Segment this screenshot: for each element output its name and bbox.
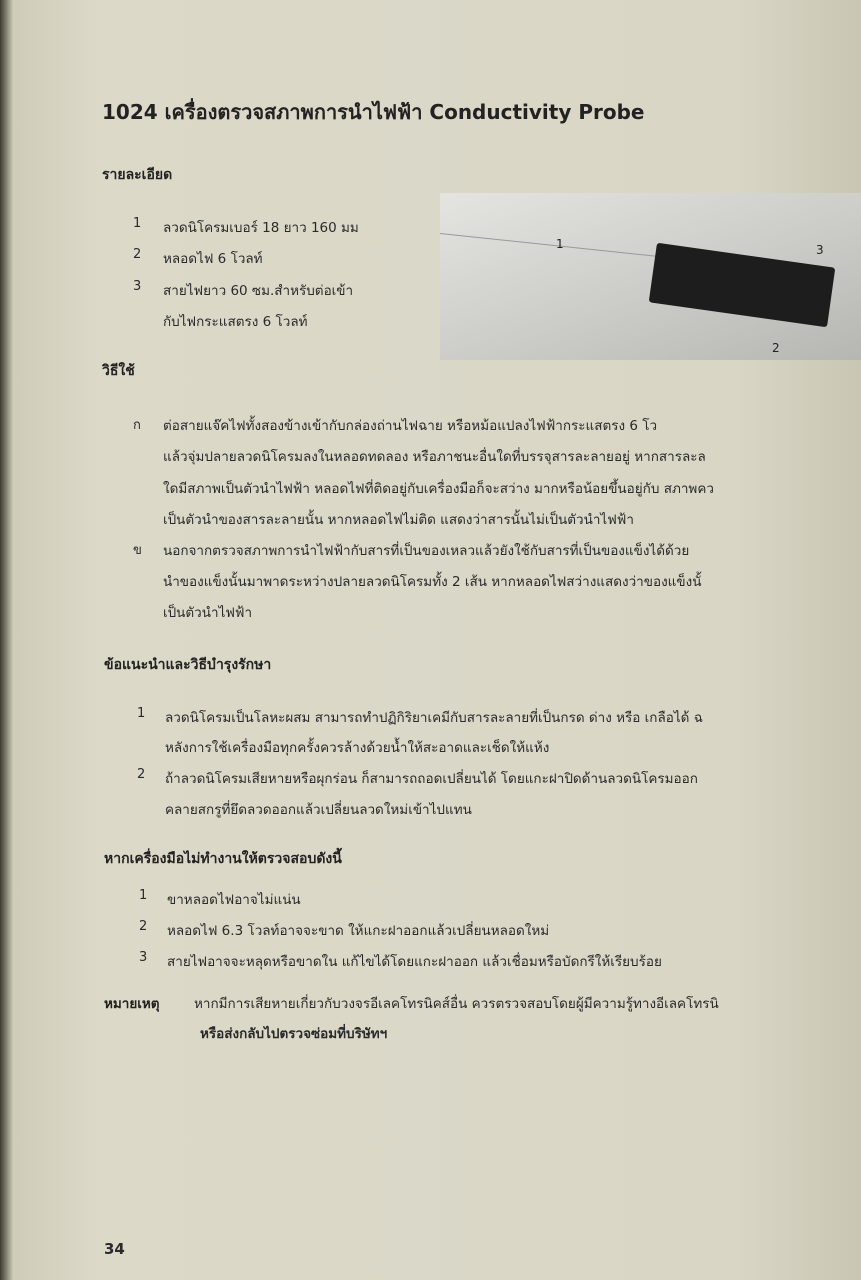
note-text: หากมีการเสียหายเกี่ยวกับวงจรอีเลคโทรนิคส์อื่น ควรตรวจสอบโดยผู้มีความรู้ทางอีเลคโทรนิ xyxy=(194,996,719,1012)
troubleshoot-item-text: หลอดไฟ 6.3 โวลท์อาจจะขาด ให้แกะฝาออกแล้วเปลี่ยนหลอดใหม่ xyxy=(167,923,550,939)
maintenance-item-num: 2 xyxy=(137,767,146,782)
details-item-num: 1 xyxy=(133,216,142,231)
usage-item-text: เป็นตัวนำของสารละลายนั้น หากหลอดไฟไม่ติด แสดงว่าสารนั้นไม่เป็นตัวนำไฟฟ้า xyxy=(163,512,634,528)
photo-label: 3 xyxy=(816,243,824,257)
usage-item-text: นอกจากตรวจสภาพการนำไฟฟ้ากับสารที่เป็นของเหลวแล้วยังใช้กับสารที่เป็นของแข็งได้ด้วย xyxy=(163,543,690,559)
maintenance-item-num: 1 xyxy=(137,706,146,721)
troubleshoot-item-num: 1 xyxy=(139,888,148,903)
usage-item-text: เป็นตัวนำไฟฟ้า xyxy=(163,605,253,621)
details-item-num: 3 xyxy=(133,279,142,294)
usage-item-text: นำของแข็งนั้นมาพาดระหว่างปลายลวดนิโครมทั้ง 2 เส้น หากหลอดไฟสว่างแสดงว่าของแข็งนั้ xyxy=(163,574,702,590)
page-title: 1024 เครื่องตรวจสภาพการนำไฟฟ้า Conductivity Probe xyxy=(102,100,645,124)
troubleshoot-item-text: ขาหลอดไฟอาจไม่แน่น xyxy=(167,892,301,908)
maintenance-item-text: หลังการใช้เครื่องมือทุกครั้งควรล้างด้วยน้ำให้สะอาดและเช็ดให้แห้ง xyxy=(165,740,550,756)
maintenance-item-text: ลวดนิโครมเป็นโลหะผสม สามารถทำปฏิกิริยาเคมีกับสารละลายที่เป็นกรด ด่าง หรือ เกลือได้ ฉ xyxy=(165,710,703,726)
details-item-text: หลอดไฟ 6 โวลท์ xyxy=(163,251,263,267)
usage-item-num: ข xyxy=(133,543,142,558)
maintenance-item-text: ถ้าลวดนิโครมเสียหายหรือผุกร่อน ก็สามารถถอดเปลี่ยนได้ โดยแกะฝาปิดด้านลวดนิโครมออก xyxy=(165,771,698,787)
usage-item-text: ใดมีสภาพเป็นตัวนำไฟฟ้า หลอดไฟที่ติดอยู่กับเครื่องมือก็จะสว่าง มากหรือน้อยขึ้นอยู่กับ สภาพคว xyxy=(163,481,714,497)
details-item-text: ลวดนิโครมเบอร์ 18 ยาว 160 มม xyxy=(163,220,359,236)
details-item-text: สายไฟยาว 60 ซม.สำหรับต่อเข้า xyxy=(163,283,354,299)
troubleshoot-item-num: 3 xyxy=(139,950,148,965)
maintenance-heading: ข้อแนะนำและวิธีบำรุงรักษา xyxy=(104,657,272,673)
note-text: หรือส่งกลับไปตรวจซ่อมที่บริษัทฯ xyxy=(200,1026,388,1042)
document-page xyxy=(14,0,861,1280)
note-label: หมายเหตุ xyxy=(104,996,160,1012)
maintenance-item-text: คลายสกรูที่ยึดลวดออกแล้วเปลี่ยนลวดใหม่เข้าไปแทน xyxy=(165,802,472,818)
book-spine-edge xyxy=(0,0,14,1280)
details-item-num: 2 xyxy=(133,247,142,262)
usage-item-text: ต่อสายแจ๊คไฟทั้งสองข้างเข้ากับกล่องถ่านไฟฉาย หรือหม้อแปลงไฟฟ้ากระแสตรง 6 โว xyxy=(163,418,658,434)
troubleshoot-heading: หากเครื่องมือไม่ทำงานให้ตรวจสอบดังนี้ xyxy=(104,851,342,867)
details-item-text: กับไฟกระแสตรง 6 โวลท์ xyxy=(163,314,308,330)
usage-item-text: แล้วจุ่มปลายลวดนิโครมลงในหลอดทดลอง หรือภาชนะอื่นใดที่บรรจุสารละลายอยู่ หากสารละล xyxy=(163,449,706,465)
troubleshoot-item-num: 2 xyxy=(139,919,148,934)
details-heading: รายละเอียด xyxy=(102,167,173,183)
product-photo xyxy=(440,193,861,360)
usage-item-num: ก xyxy=(133,418,141,433)
usage-heading: วิธีใช้ xyxy=(102,363,135,379)
probe-box xyxy=(649,243,836,327)
photo-label: 1 xyxy=(556,237,564,251)
troubleshoot-item-text: สายไฟอาจจะหลุดหรือขาดใน แก้ไขได้โดยแกะฝาออก แล้วเชื่อมหรือบัดกรีให้เรียบร้อย xyxy=(167,954,662,970)
photo-label: 2 xyxy=(772,341,780,355)
page-number: 34 xyxy=(104,1240,125,1258)
